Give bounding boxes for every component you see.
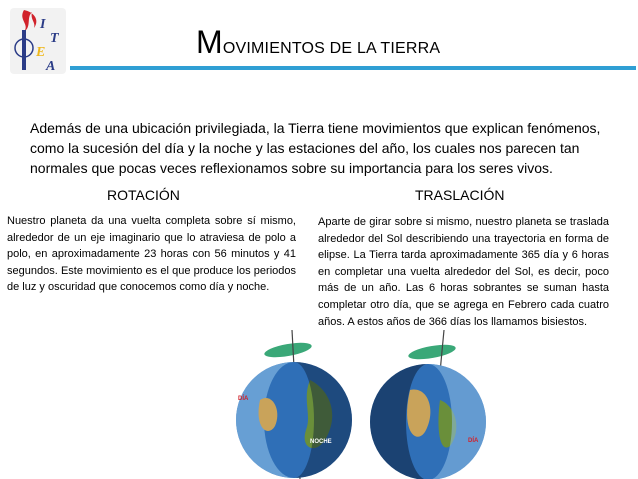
rotation-heading: ROTACIÓN [107,187,180,203]
title-divider [70,66,636,70]
logo-letter-i: I [40,17,46,32]
night-label: NOCHE [310,439,332,445]
logo-letter-t: T [50,31,59,46]
intro-paragraph: Además de una ubicación privilegiada, la Tierra tiene movimientos que explican fenómenos, como la sucesión del día y la noche y las estaciones del año, los cuales nos parecen tan normales que pocas veces reflexionamos sobre su importancia para los seres vivos. [30,120,601,176]
rotation-paragraph: Nuestro planeta da una vuelta completa sobre sí mismo, alrededor de un eje imaginario que lo atraviesa de polo a polo, en aproximadamente 23 horas con 56 minutos y 41 segundos. Este movimiento es el que produce los periodos de luz y oscuridad que conocemos como día y noche. [7,215,296,294]
day-label: DÍA [468,438,479,444]
page-title-rest: OVIMIENTOS DE LA TIERRA [222,40,441,57]
page-title [196,26,440,58]
night-label: NOCHE [380,366,402,372]
itea-logo [4,2,70,78]
day-label: DÍA [238,396,249,402]
page-title-initial: M [196,24,223,60]
earth-translation-image [340,330,490,479]
translation-paragraph: Aparte de girar sobre si mismo, nuestro planeta se traslada alrededor del Sol describiendo una trayectoria en forma de elipse. La Tierra tarda aproximadamente 365 día y 6 horas en completar una vuelta alrededor del Sol, es decir, poco más de un año. Las 6 horas sobrantes se suman hasta completar otro día, que se agrega en Febrero cada cuatro años. A estos años de 366 días los llamamos bisiestos. [318,216,609,328]
logo-letter-a: A [46,59,56,74]
translation-heading: TRASLACIÓN [415,187,505,203]
logo-letter-e: E [36,45,46,60]
